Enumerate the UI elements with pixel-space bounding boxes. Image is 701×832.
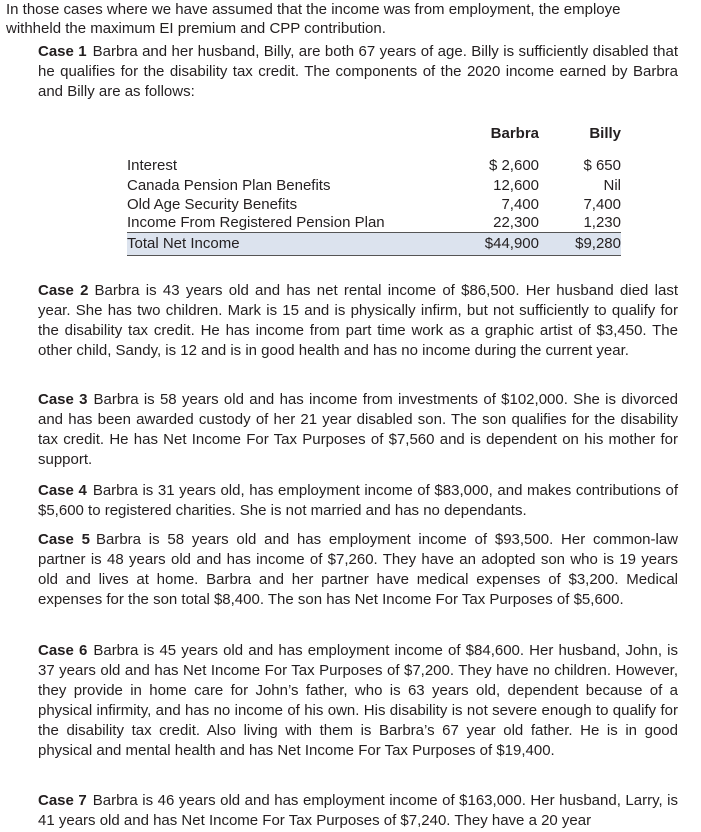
row-label: Income From Registered Pension Plan (127, 214, 457, 233)
table-row (127, 214, 621, 233)
case-text: Barbra and her husband, Billy, are both 67 years of age. Billy is sufficiently disabled that he qualifies for the disability tax credit. The components of the 2020 income earned by Barbra and Billy are as follows: (38, 43, 678, 100)
case-text: Barbra is 58 years old and has employment income of $93,500. Her common-law partner is 48 years old and has income of $7,260. They have an adopted son who is 19 years old and lives at home. Barbra and her partner have medical expenses of $3,200. Medical expenses for the son total $8,400. The son has Net Income For Tax Purposes of $5,600. (38, 531, 679, 608)
case-2 (38, 281, 678, 361)
table-row (127, 176, 621, 196)
case-3 (38, 390, 678, 470)
row-value-barbra: 22,300 (457, 214, 539, 233)
case-label: Case 5 (38, 531, 90, 548)
total-value-barbra: $44,900 (457, 233, 539, 256)
row-value-barbra: 7,400 (501, 196, 539, 213)
column-header-barbra: Barbra (490, 125, 539, 142)
table-header-row (127, 124, 621, 148)
case-5 (38, 530, 678, 610)
column-header-billy: Billy (589, 125, 621, 142)
row-label: Old Age Security Benefits (127, 196, 298, 213)
intro-paragraph (6, 0, 701, 38)
row-value-barbra: $ 2,600 (488, 157, 539, 174)
case-text: Barbra is 31 years old, has employment income of $83,000, and makes contributions of $5,600 to registered charities. She is not married and has no dependants. (38, 482, 678, 519)
case-text: Barbra is 45 years old and has employment income of $84,600. Her husband, John, is 37 years old and has Net Income For Tax Purposes of $7,200. They have no children. However, they provide in home care for John’s father, who is 63 years old, dependent because of a physical infirmity, and has no income of his own. His disability is not severe enough to qualify for the disability tax credit. Also living with them is Barbra’s 67 year old father. He is in good physical and mental health and has Net Income For Tax Purposes of $19,400. (38, 642, 678, 759)
case-label: Case 1 (38, 43, 87, 60)
case-text: Barbra is 58 years old and has income from investments of $102,000. She is divorced and has been awarded custody of her 21 year disabled son. The son qualifies for the disability tax credit. He has Net Income For Tax Purposes of $7,560 and is dependent on his mother for support. (38, 391, 679, 468)
row-value-billy: 1,230 (539, 214, 621, 233)
case-7 (38, 791, 678, 831)
total-row (127, 233, 621, 256)
row-value-billy: Nil (603, 177, 621, 194)
case-4 (38, 481, 678, 521)
case-label: Case 7 (38, 792, 87, 809)
total-label: Total Net Income (127, 233, 457, 256)
table-row (127, 196, 621, 214)
row-label: Interest (127, 157, 178, 174)
case-label: Case 3 (38, 391, 88, 408)
table-row (127, 156, 621, 176)
total-value-billy: $9,280 (539, 233, 621, 256)
row-value-billy: 7,400 (583, 196, 621, 213)
case-text: Barbra is 46 years old and has employment income of $163,000. Her husband, Larry, is 41 years old and has Net Income For Tax Purposes of $7,240. They have a 20 year (38, 792, 678, 829)
row-value-barbra: 12,600 (493, 177, 539, 194)
income-table (127, 124, 621, 256)
case-label: Case 4 (38, 482, 87, 499)
row-value-billy: $ 650 (583, 157, 621, 174)
case-label: Case 2 (38, 282, 89, 299)
case-6 (38, 641, 678, 761)
intro-line-2: withheld the maximum EI premium and CPP contribution. (6, 20, 386, 37)
row-label: Canada Pension Plan Benefits (127, 177, 331, 194)
case-label: Case 6 (38, 642, 88, 659)
intro-line-1: In those cases where we have assumed that the income was from employment, the employe (6, 1, 621, 18)
case-text: Barbra is 43 years old and has net rental income of $86,500. Her husband died last year. She has two children. Mark is 15 and is physically infirm, but not sufficiently to qualify for the disability tax credit. He has income from part time work as a graphic artist of $3,450. The other child, Sandy, is 12 and is in good health and has no income during the current year. (38, 282, 679, 359)
case-1 (38, 42, 678, 102)
